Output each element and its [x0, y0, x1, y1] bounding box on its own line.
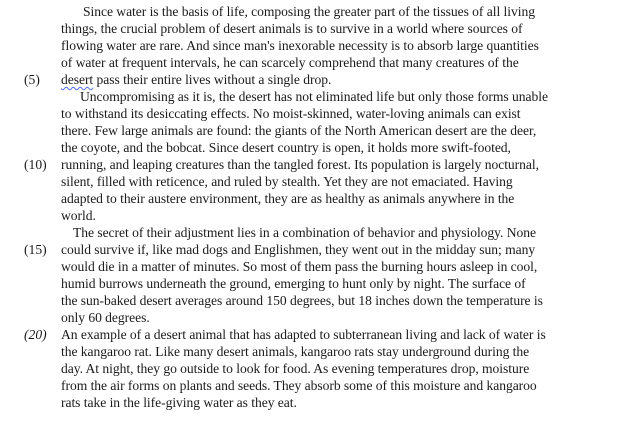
line-number: (10): [24, 157, 47, 172]
line-number: (15): [24, 242, 47, 257]
passage-line: from the air forms on plants and seeds. They absorb some of this moisture and kangaroo: [61, 378, 537, 393]
passage-line: world.: [61, 208, 96, 223]
passage-line: running, and leaping creatures than the tangled forest. Its population is largely nocturnal,: [61, 157, 539, 172]
passage-line: could survive if, like mad dogs and Englishmen, they went out in the midday sun; many: [61, 242, 536, 257]
passage-line: day. At night, they go outside to look for food. As evening temperatures drop, moisture: [61, 361, 530, 376]
passage-line: flowing water are rare. And since man's inexorable necessity is to absorb large quantities: [61, 38, 539, 53]
passage-line: of water at frequent intervals, he can scarcely comprehend that many creatures of the: [61, 55, 519, 70]
passage-line: there. Few large animals are found: the giants of the North American desert are the deer,: [61, 123, 537, 138]
passage-line: the coyote, and the bobcat. Since desert country is open, it holds more swift-footed,: [61, 140, 511, 155]
spellcheck-underlined-word: desert: [61, 72, 94, 87]
passage-line: Since water is the basis of life, composing the greater part of the tissues of all living: [83, 4, 535, 19]
line-number: (5): [24, 72, 40, 87]
passage-line: to withstand its desiccating effects. No moist-skinned, water-loving animals can exist: [61, 106, 521, 121]
passage-line: rats take in the life-giving water as they eat.: [61, 395, 297, 410]
passage-line: [61, 71, 331, 88]
passage-line: The secret of their adjustment lies in a combination of behavior and physiology. None: [73, 225, 536, 240]
passage-line: the sun-baked desert averages around 150 degrees, but 18 inches down the temperature is: [61, 293, 543, 308]
passage-line: adapted to their austere environment, they are as healthy as animals anywhere in the: [61, 191, 515, 206]
passage-line: things, the crucial problem of desert animals is to survive in a world where sources of: [61, 21, 523, 36]
passage-line: would die in a matter of minutes. So most of them pass the burning hours asleep in cool,: [61, 259, 538, 274]
passage-line: only 60 degrees.: [61, 310, 150, 325]
passage-line: Uncompromising as it is, the desert has not eliminated life but only those forms unable: [80, 89, 548, 104]
passage-line-rest: pass their entire lives without a single drop.: [93, 72, 332, 87]
line-number: (20): [24, 327, 47, 342]
passage-line: the kangaroo rat. Like many desert animals, kangaroo rats stay underground during the: [61, 344, 530, 359]
passage-line: humid burrows underneath the ground, emerging to hunt only by night. The surface of: [61, 276, 526, 291]
passage-line: An example of a desert animal that has adapted to subterranean living and lack of water is: [61, 327, 546, 342]
passage-line: silent, filled with reticence, and ruled by stealth. Yet they are not emaciated. Having: [61, 174, 513, 189]
